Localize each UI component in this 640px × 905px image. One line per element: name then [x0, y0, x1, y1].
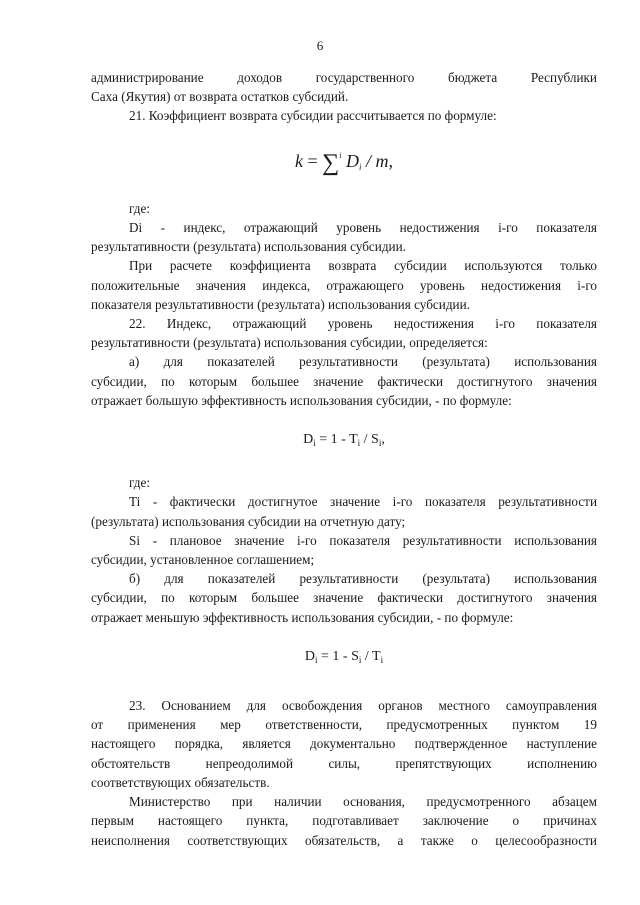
text-line: Ti - фактически достигнутое значение i-го показателя результативности — [129, 494, 597, 510]
text-line: обстоятельств непреодолимой силы, препятствующих исполнению — [91, 755, 597, 771]
formula-subscript: i — [315, 654, 318, 665]
formula-eq: = — [307, 150, 318, 171]
text-line: где: — [129, 200, 150, 216]
formula-return-coefficient — [91, 146, 597, 177]
text-line: показателя результативности (результата) использования субсидии. — [91, 296, 470, 312]
paragraph-positive-values — [91, 256, 597, 314]
formula-D: D — [345, 150, 359, 171]
text-line: 21. Коэффициент возврата субсидии рассчитывается по формуле: — [129, 108, 497, 124]
text-line: Si - плановое значение i-го показателя результативности использования — [129, 532, 597, 548]
formula-part: / T — [361, 648, 381, 664]
text-line: а) для показателей результативности (результата) использования — [129, 354, 597, 370]
text-line: 23. Основанием для освобождения органов местного самоуправления — [129, 698, 597, 714]
text-line: результативности (результата) использования субсидии. — [91, 239, 406, 255]
formula-subscript: i — [358, 654, 362, 665]
paragraph-intro — [91, 68, 597, 106]
formula-part: , — [381, 432, 385, 448]
text-line: (результата) использования субсидии на отчетную дату; — [91, 513, 406, 529]
paragraph-di-definition — [91, 218, 597, 256]
text-line: от применения мер ответственности, предусмотренных пунктом 19 — [91, 717, 597, 733]
where-label — [91, 473, 597, 492]
formula-D: D — [303, 432, 314, 448]
text-line: администрирование доходов государственного бюджета Республики — [91, 70, 597, 85]
sigma-symbol: ∑ — [322, 149, 340, 176]
text-line: субсидии, установленное соглашением; — [91, 552, 315, 568]
formula-subscript: i — [357, 438, 361, 449]
paragraph-22 — [91, 314, 597, 352]
paragraph-22a — [91, 352, 597, 410]
text-line: субсидии, по которым большее значение фактически достигнутого значения — [91, 590, 597, 606]
paragraph-ministry — [91, 792, 597, 850]
text-line: Министерство при наличии основания, предусмотренного абзацем — [129, 794, 597, 810]
text-line: отражает большую эффективность использования субсидии, - по формуле: — [91, 392, 512, 408]
formula-part: / S — [360, 432, 379, 448]
where-label — [91, 199, 597, 218]
text-line: где: — [129, 475, 150, 491]
page-number: 6 — [316, 38, 324, 53]
text-line: При расчете коэффициента возврата субсидии используются только — [129, 258, 597, 274]
text-line: неисполнения соответствующих обязательств, а также о целесообразности — [91, 832, 597, 848]
paragraph-ti-definition — [91, 492, 597, 530]
text-line: отражает меньшую эффективность использования субсидии, - по формуле: — [91, 609, 514, 625]
formula-part: = 1 - S — [317, 648, 359, 664]
text-line: 22. Индекс, отражающий уровень недостижения i-го показателя — [129, 316, 597, 332]
text-line: результативности (результата) использования субсидии, определяется: — [91, 335, 488, 351]
text-line: положительные значения индекса, отражающего уровень недостижения i-го — [91, 277, 597, 293]
formula-index-b — [91, 647, 597, 670]
formula-subscript: i — [358, 161, 362, 172]
text-line: Di - индекс, отражающий уровень недостижения i-го показателя — [129, 220, 597, 236]
paragraph-si-definition — [91, 531, 597, 569]
text-line: настоящего порядка, является документально подтвержденное наступление — [91, 736, 597, 752]
document-body — [91, 68, 597, 850]
sigma-superscript: i — [339, 150, 342, 160]
text-line: субсидии, по которым большее значение фактически достигнутого значения — [91, 373, 597, 389]
paragraph-22b — [91, 569, 597, 627]
formula-subscript: i — [380, 654, 384, 665]
formula-part: = 1 - T — [315, 432, 358, 448]
formula-D: D — [304, 648, 316, 664]
text-line: Саха (Якутия) от возврата остатков субсидий. — [91, 89, 349, 105]
formula-subscript: i — [313, 438, 316, 449]
formula-index-a — [91, 430, 597, 453]
formula-rest: / m, — [361, 150, 393, 171]
text-line: соответствующих обязательств. — [91, 774, 270, 790]
paragraph-21 — [91, 106, 597, 125]
paragraph-23 — [91, 696, 597, 792]
text-line: первым настоящего пункта, подготавливает заключение о причинах — [91, 813, 597, 829]
formula-subscript: i — [378, 438, 382, 449]
text-line: б) для показателей результативности (результата) использования — [129, 571, 597, 587]
formula-k: k — [294, 150, 303, 171]
